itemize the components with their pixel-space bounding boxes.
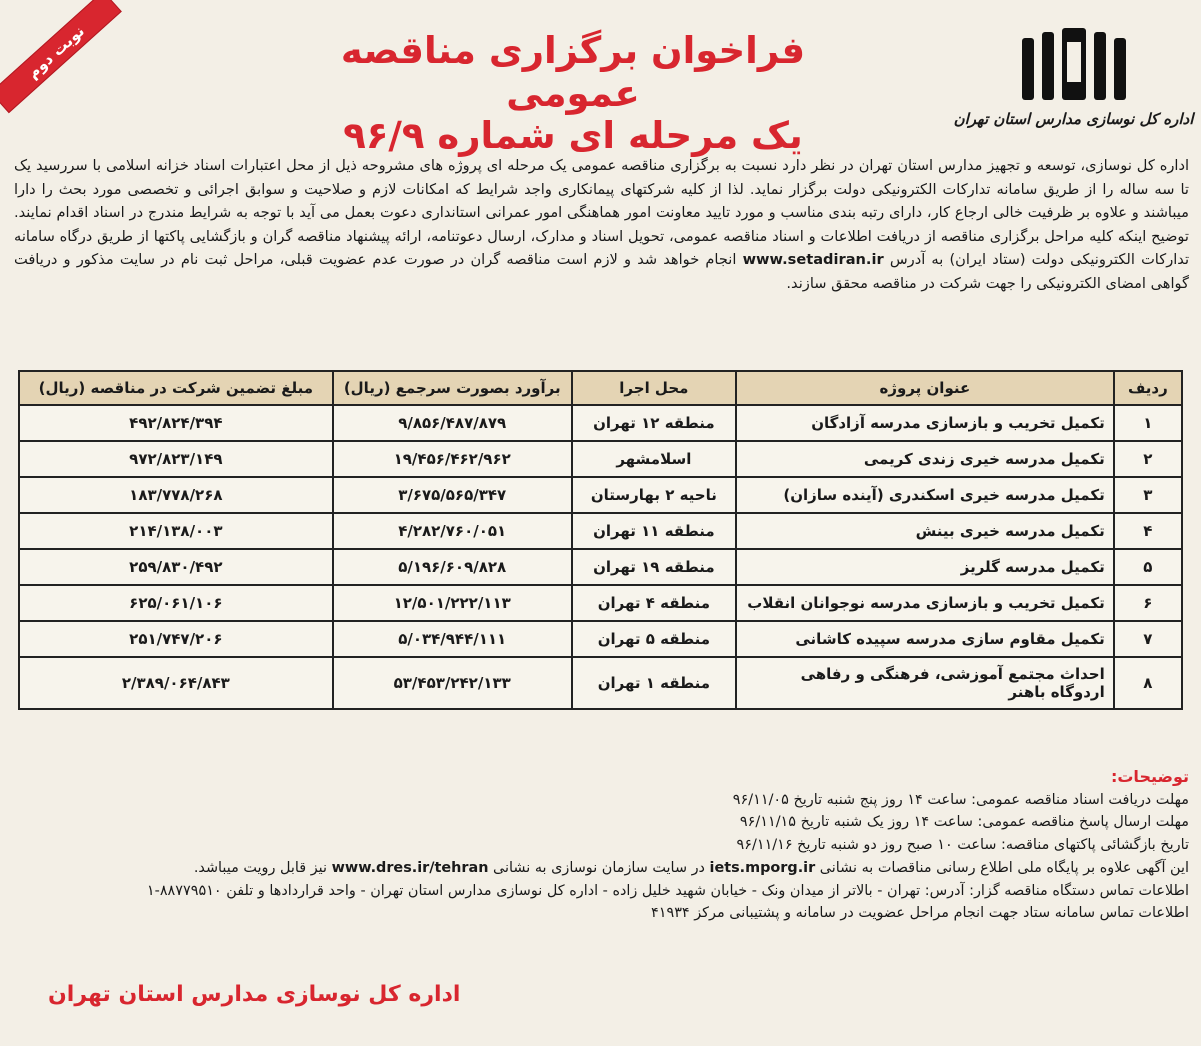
project-estimate: ۴/۲۸۲/۷۶۰/۰۵۱ — [333, 513, 572, 549]
project-estimate: ۹/۸۵۶/۴۸۷/۸۷۹ — [333, 405, 572, 441]
project-estimate: ۵۳/۴۵۳/۲۴۲/۱۳۳ — [333, 657, 572, 709]
project-deposit: ۲/۳۸۹/۰۶۴/۸۴۳ — [19, 657, 333, 709]
notes-publication-text-2: در سایت سازمان نوسازی به نشانی — [493, 859, 705, 876]
intro-paragraph — [14, 154, 1189, 295]
table-header-row — [19, 371, 1182, 405]
project-deposit: ۶۲۵/۰۶۱/۱۰۶ — [19, 585, 333, 621]
project-estimate: ۵/۰۳۴/۹۴۴/۱۱۱ — [333, 621, 572, 657]
title-line-2: یک مرحله ای شماره ۹۶/۹ — [343, 114, 803, 158]
notes-heading: توضیحات: — [1110, 767, 1189, 786]
notes-documents-deadline: مهلت دریافت اسناد مناقصه عمومی: ساعت ۱۴ روز پنج شنبه تاریخ ۹۶/۱۱/۰۵ — [732, 791, 1189, 808]
notes-contact-info: اطلاعات تماس دستگاه مناقصه گزار: آدرس: تهران - بالاتر از میدان ونک - خیابان شهید خلیل زاده - اداره کل نوسازی مدارس استان تهران - واحد قراردادها و تلفن ۸۸۷۷۹۵۱۰-۱ — [146, 882, 1189, 899]
notes-publication-text-1: این آگهی علاوه بر پایگاه ملی اطلاع رسانی مناقصات به نشانی — [819, 859, 1189, 876]
table-row — [19, 657, 1182, 709]
notice-title — [273, 30, 873, 158]
signature-org-name: اداره کل نوسازی مدارس استان تهران — [48, 982, 461, 1007]
project-estimate: ۳/۶۷۵/۵۶۵/۳۴۷ — [333, 477, 572, 513]
header-deposit: مبلغ تضمین شرکت در مناقصه (ریال) — [19, 371, 333, 405]
project-location: ناحیه ۲ بهارستان — [572, 477, 736, 513]
header-location: محل اجرا — [572, 371, 736, 405]
project-estimate: ۱۲/۵۰۱/۲۲۲/۱۱۳ — [333, 585, 572, 621]
table-row — [19, 405, 1182, 441]
notes-setad-support: اطلاعات تماس سامانه ستاد جهت انجام مراحل عضویت در سامانه و پشتیبانی مرکز ۴۱۹۳۴ — [651, 905, 1189, 922]
project-title: تکمیل مدرسه خیری زندی کریمی — [736, 441, 1114, 477]
project-deposit: ۱۸۳/۷۷۸/۲۶۸ — [19, 477, 333, 513]
table-row — [19, 513, 1182, 549]
project-estimate: ۱۹/۴۵۶/۴۶۲/۹۶۲ — [333, 441, 572, 477]
notes-publication-text-3: نیز قابل رویت میباشد. — [193, 859, 328, 876]
row-number: ۵ — [1114, 549, 1182, 585]
row-number: ۶ — [1114, 585, 1182, 621]
org-logo-block — [953, 28, 1194, 148]
row-number: ۸ — [1114, 657, 1182, 709]
projects-table — [18, 370, 1183, 710]
project-location: منطقه ۱۲ تهران — [572, 405, 736, 441]
setadiran-link[interactable]: www.setadiran.ir — [742, 251, 884, 268]
project-deposit: ۹۷۲/۸۲۳/۱۴۹ — [19, 441, 333, 477]
project-location: منطقه ۱ تهران — [572, 657, 736, 709]
row-number: ۳ — [1114, 477, 1182, 513]
header-estimate: برآورد بصورت سرجمع (ریال) — [333, 371, 572, 405]
row-number: ۴ — [1114, 513, 1182, 549]
notes-publication-line — [14, 857, 1189, 880]
project-title: تکمیل تخریب و بازسازی مدرسه نوجوانان انقلاب — [736, 585, 1114, 621]
project-deposit: ۴۹۲/۸۲۴/۳۹۴ — [19, 405, 333, 441]
project-deposit: ۲۵۹/۸۳۰/۴۹۲ — [19, 549, 333, 585]
table-row — [19, 585, 1182, 621]
project-location: منطقه ۴ تهران — [572, 585, 736, 621]
notes-section — [14, 766, 1189, 925]
intro-text-1: اداره کل نوسازی، توسعه و تجهیز مدارس استان تهران در نظر دارد نسبت به برگزاری مناقصه عمومی یک مرحله ای پروژه های مشروحه ذیل از محل اعتبارات اسناد خزانه اسلامی با سررسید یک تا سه ساله را از طریق سامانه تدارکات الکترونیکی دولت برگزار نماید. لذا از کلیه شرکتهای پیمانکاری واجد شرایط که امکانات لازم و صلاحیت و سوابق اجرائی و تخصصی مورد بحث را دارا میباشند و علاوه بر ظرفیت خالی ارجاع کار، دارای رتبه بندی مناسب و مورد تایید معاونت امور هماهنگی امور عمرانی استانداری دعوت بعمل می آید با توجه به شرایط مندرج در اسناد اقدام نمایند. توضیح اینکه کلیه مراحل برگزاری مناقصه از دریافت اطلاعات و اسناد مناقصه عمومی، تحویل اسناد و مدارک، ارسال دعوتنامه، ارائه پیشنهاد مناقصه گران و بازگشایی پاکتها از طریق درگاه سامانه تدارکات الکترونیکی دولت (ستاد ایران) به آدرس — [14, 157, 1190, 268]
table-row — [19, 441, 1182, 477]
header-row-number: ردیف — [1114, 371, 1182, 405]
project-location: منطقه ۵ تهران — [572, 621, 736, 657]
notes-submission-deadline: مهلت ارسال پاسخ مناقصه عمومی: ساعت ۱۴ روز یک شنبه تاریخ ۹۶/۱۱/۱۵ — [739, 814, 1189, 831]
second-publication-ribbon: نوبت دوم — [0, 0, 122, 113]
notes-opening-date: تاریخ بازگشائی پاکتهای مناقصه: ساعت ۱۰ صبح روز دو شنبه تاریخ ۹۶/۱۱/۱۶ — [736, 837, 1189, 854]
tender-notice — [8, 8, 1193, 1038]
row-number: ۷ — [1114, 621, 1182, 657]
header-project-title: عنوان پروژه — [736, 371, 1114, 405]
org-caption: اداره کل نوسازی مدارس استان تهران — [953, 110, 1194, 128]
project-title: احداث مجتمع آموزشی، فرهنگی و رفاهی اردوگاه باهنر — [736, 657, 1114, 709]
table-row — [19, 549, 1182, 585]
project-title: تکمیل مدرسه خیری بینش — [736, 513, 1114, 549]
project-title: تکمیل تخریب و بازسازی مدرسه آزادگان — [736, 405, 1114, 441]
table-row — [19, 477, 1182, 513]
project-estimate: ۵/۱۹۶/۶۰۹/۸۲۸ — [333, 549, 572, 585]
org-logo-icon — [1014, 28, 1134, 106]
project-deposit: ۲۵۱/۷۴۷/۲۰۶ — [19, 621, 333, 657]
project-title: تکمیل مقاوم سازی مدرسه سپیده کاشانی — [736, 621, 1114, 657]
row-number: ۲ — [1114, 441, 1182, 477]
dres-link[interactable]: www.dres.ir/tehran — [331, 859, 489, 876]
title-line-1: فراخوان برگزاری مناقصه عمومی — [340, 29, 806, 115]
project-location: منطقه ۱۹ تهران — [572, 549, 736, 585]
project-title: تکمیل مدرسه گلریز — [736, 549, 1114, 585]
project-title: تکمیل مدرسه خیری اسکندری (آینده سازان) — [736, 477, 1114, 513]
project-deposit: ۲۱۴/۱۳۸/۰۰۳ — [19, 513, 333, 549]
row-number: ۱ — [1114, 405, 1182, 441]
iets-link[interactable]: iets.mporg.ir — [709, 859, 816, 876]
project-location: اسلامشهر — [572, 441, 736, 477]
table-row — [19, 621, 1182, 657]
project-location: منطقه ۱۱ تهران — [572, 513, 736, 549]
intro-text-2: انجام خواهد شد و لازم است مناقصه گران در صورت عدم عضویت قبلی، مراحل ثبت نام در سایت مذکور و دریافت گواهی امضای الکترونیکی را جهت شرکت در مناقصه محقق سازند. — [14, 251, 1189, 292]
